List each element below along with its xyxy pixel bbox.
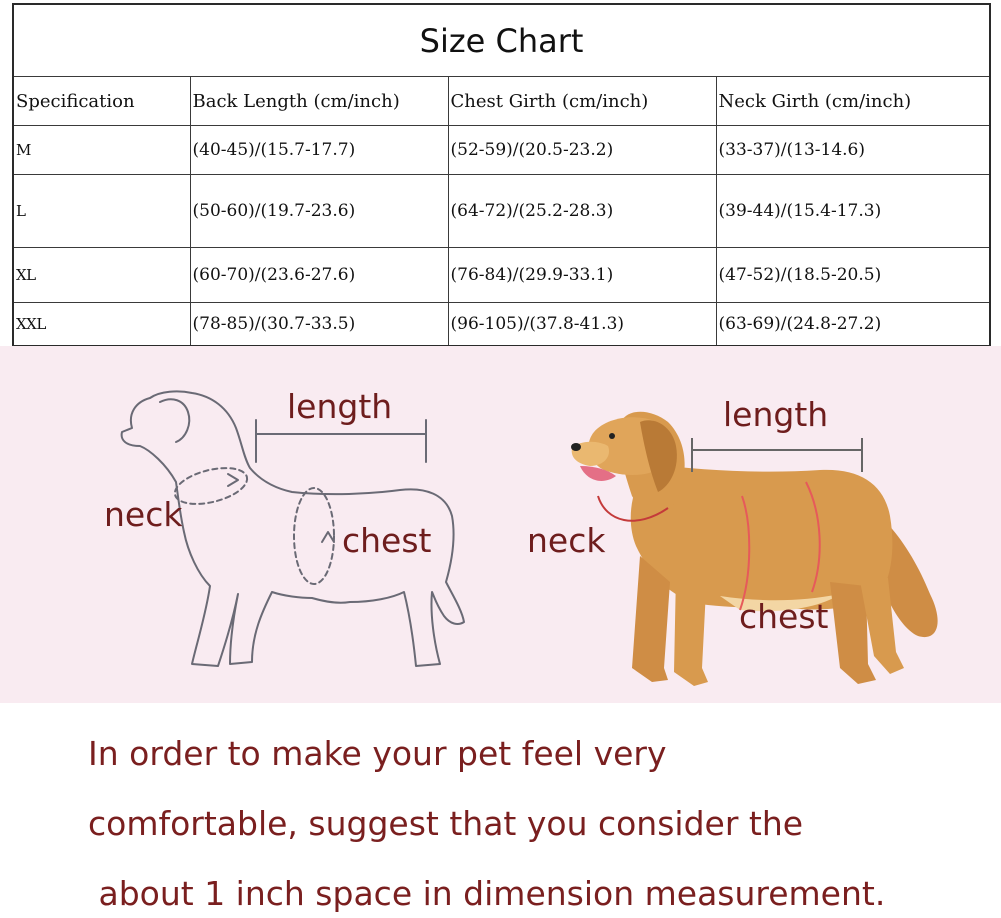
outline-chest-label: chest	[342, 521, 432, 560]
back-length-value: (40-45)/(15.7-17.7)	[190, 126, 448, 175]
neck-girth-value: (63-69)/(24.8-27.2)	[716, 303, 990, 347]
chest-girth-value: (76-84)/(29.9-33.1)	[448, 248, 716, 303]
table-header-row	[13, 77, 990, 126]
size-label: M	[13, 126, 190, 175]
header-neck-girth: Neck Girth (cm/inch)	[716, 77, 990, 126]
neck-girth-value: (39-44)/(15.4-17.3)	[716, 175, 990, 248]
photo-neck-label: neck	[527, 521, 606, 560]
chest-girth-value: (96-105)/(37.8-41.3)	[448, 303, 716, 347]
note-line-2: comfortable, suggest that you consider the	[88, 804, 804, 843]
outline-neck-label: neck	[104, 495, 183, 534]
sizing-advice-note	[0, 703, 1001, 918]
chest-girth-value: (52-59)/(20.5-23.2)	[448, 126, 716, 175]
back-length-value: (50-60)/(19.7-23.6)	[190, 175, 448, 248]
size-label: L	[13, 175, 190, 248]
table-row	[13, 248, 990, 303]
back-length-value: (78-85)/(30.7-33.5)	[190, 303, 448, 347]
header-chest-girth: Chest Girth (cm/inch)	[448, 77, 716, 126]
outline-length-label: length	[287, 387, 393, 426]
size-label: XL	[13, 248, 190, 303]
chest-girth-value: (64-72)/(25.2-28.3)	[448, 175, 716, 248]
note-line-3: about 1 inch space in dimension measurement.	[88, 874, 886, 913]
note-line-1: In order to make your pet feel very	[88, 734, 667, 773]
photo-length-label: length	[723, 395, 829, 434]
back-length-value: (60-70)/(23.6-27.6)	[190, 248, 448, 303]
size-label: XXL	[13, 303, 190, 347]
size-chart-title: Size Chart	[13, 4, 990, 77]
table-row	[13, 175, 990, 248]
dog-photo-illustration	[571, 412, 938, 686]
header-specification: Specification	[13, 77, 190, 126]
table-row	[13, 303, 990, 347]
size-chart-table	[12, 3, 991, 347]
neck-girth-value: (47-52)/(18.5-20.5)	[716, 248, 990, 303]
measurement-diagram	[0, 346, 1001, 703]
photo-chest-label: chest	[739, 597, 829, 636]
table-row	[13, 126, 990, 175]
neck-girth-value: (33-37)/(13-14.6)	[716, 126, 990, 175]
header-back-length: Back Length (cm/inch)	[190, 77, 448, 126]
table-title-row	[13, 4, 990, 77]
